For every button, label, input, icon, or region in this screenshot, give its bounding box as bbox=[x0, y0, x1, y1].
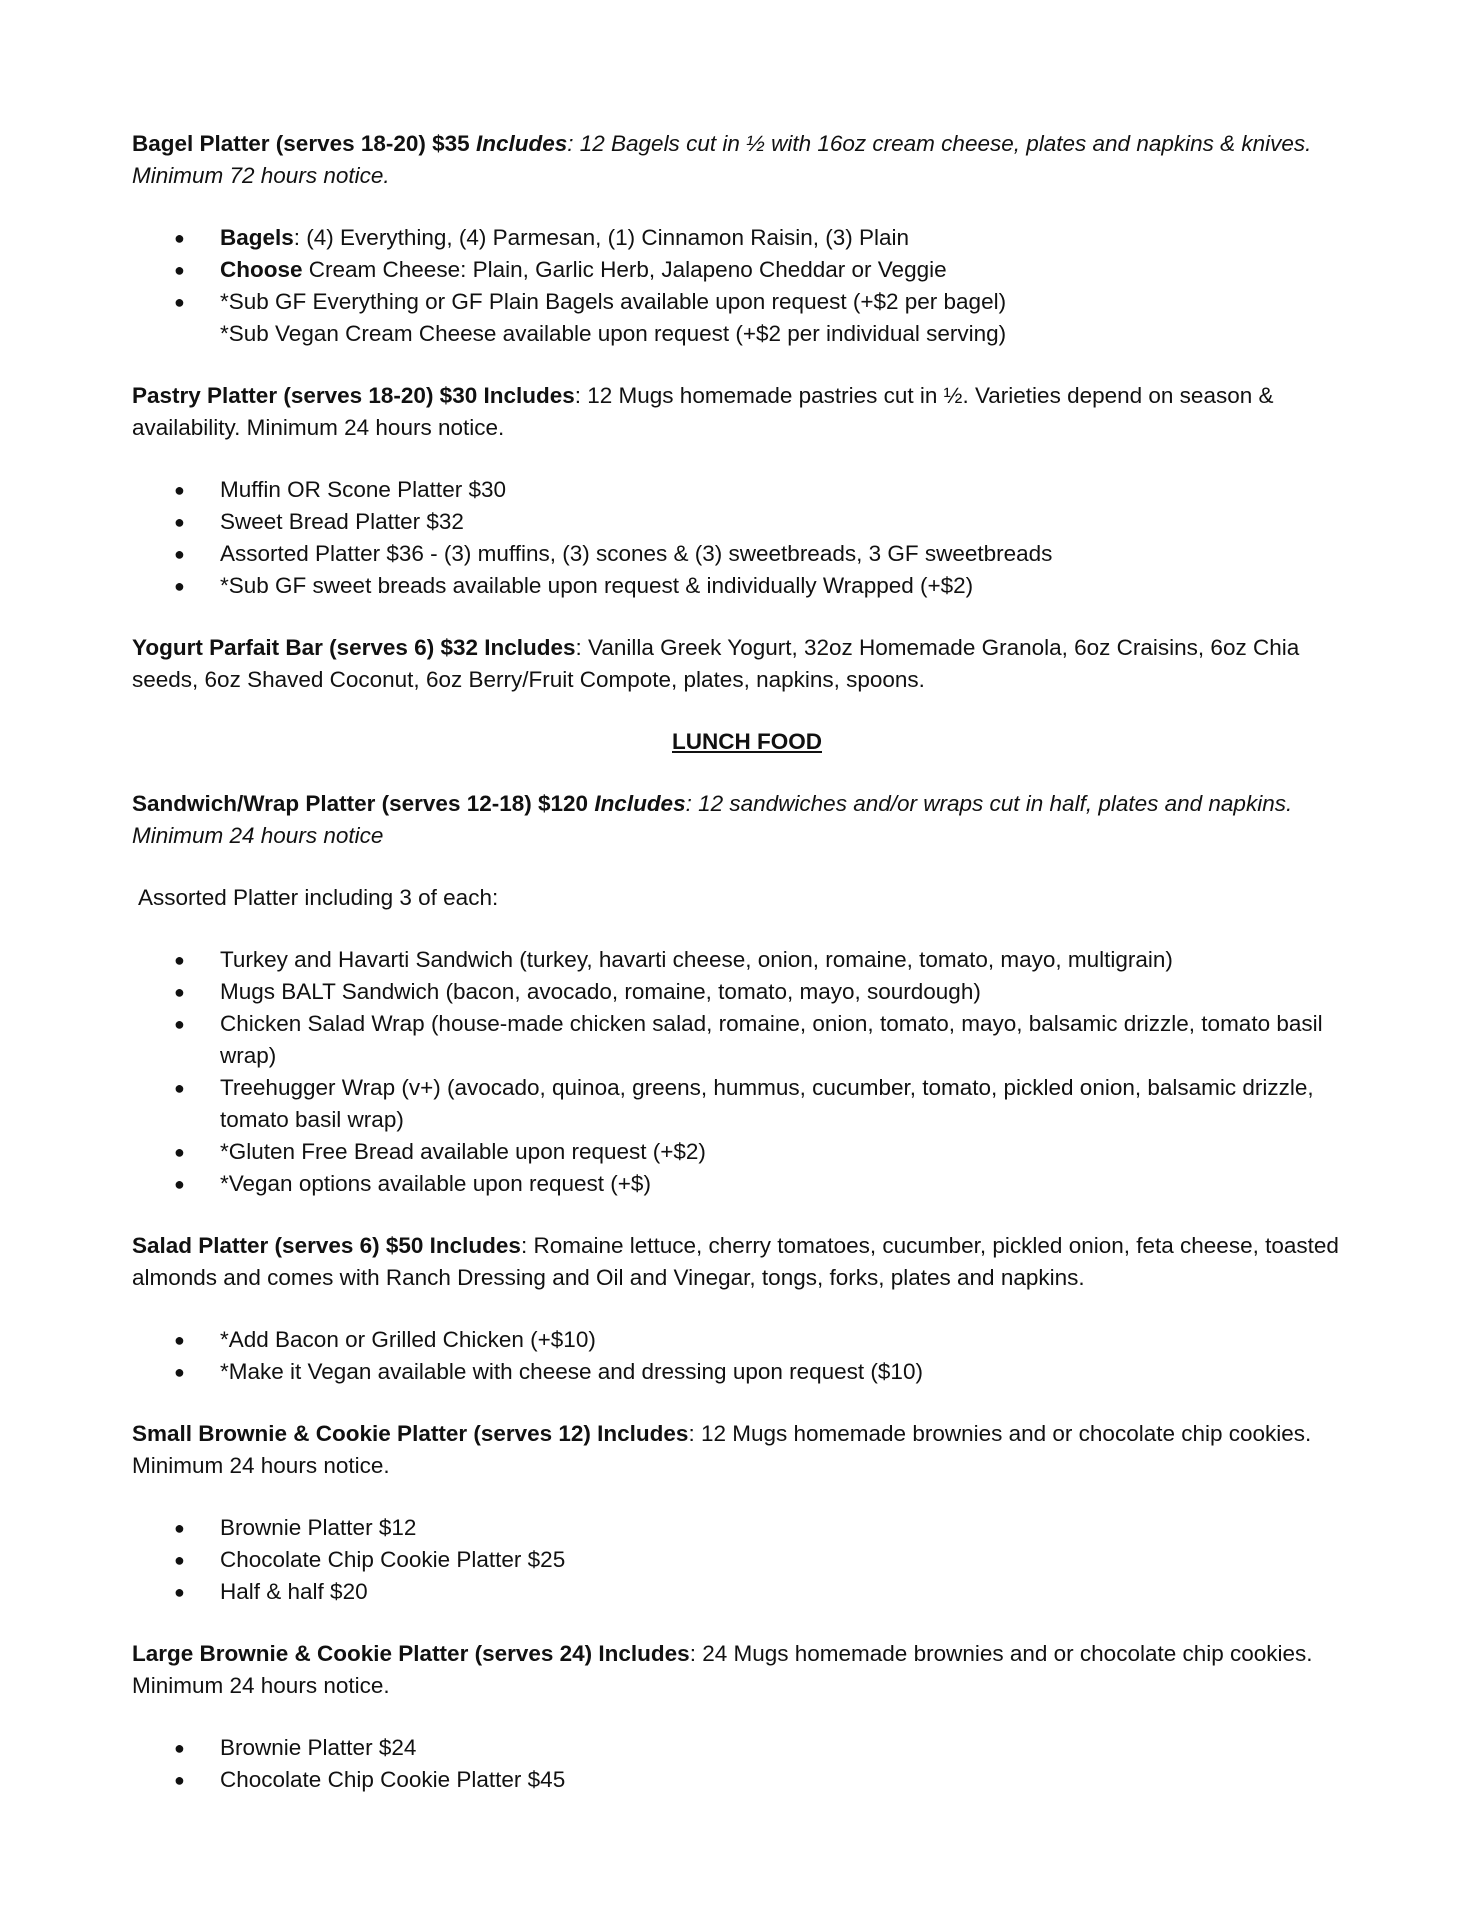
list-item: ● Brownie Platter $24 bbox=[132, 1732, 1362, 1764]
bullet-icon: ● bbox=[174, 260, 185, 280]
pastry-list bbox=[132, 474, 1362, 602]
bullet-icon: ● bbox=[174, 292, 185, 312]
list-item: ● *Add Bacon or Grilled Chicken (+$10) bbox=[132, 1324, 1362, 1356]
yogurt-parfait-desc: : Vanilla Greek Yogurt, 32oz Homemade Granola, 6oz Craisins, 6oz Chia seeds, 6oz Shaved Coconut, 6oz Berry/Fruit Compote, plates, napkins, spoons. bbox=[132, 635, 1300, 692]
sandwich-platter-paragraph bbox=[132, 788, 1362, 852]
sandwich-includes-label: Includes bbox=[594, 791, 686, 816]
list-item: ● *Gluten Free Bread available upon request (+$2) bbox=[132, 1136, 1362, 1168]
salad-platter-desc: : Romaine lettuce, cherry tomatoes, cucumber, pickled onion, feta cheese, toasted almonds and comes with Ranch Dressing and Oil and Vinegar, tongs, forks, plates and napkins. bbox=[132, 1233, 1339, 1290]
sandwich-list bbox=[132, 944, 1362, 1200]
list-item: ● Brownie Platter $12 bbox=[132, 1512, 1362, 1544]
bullet-icon: ● bbox=[174, 1014, 185, 1034]
bagel-platter-desc: : 12 Bagels cut in ½ with 16oz cream cheese, plates and napkins & knives. Minimum 72 hours notice. bbox=[132, 131, 1312, 188]
list-item: ● Chicken Salad Wrap (house-made chicken salad, romaine, onion, tomato, mayo, balsamic drizzle, tomato basil wrap) bbox=[132, 1008, 1362, 1072]
bullet-icon: ● bbox=[174, 1582, 185, 1602]
list-item: ● Treehugger Wrap (v+) (avocado, quinoa, greens, hummus, cucumber, tomato, pickled onion, balsamic drizzle, tomato basil wrap) bbox=[132, 1072, 1362, 1136]
bagel-platter-paragraph bbox=[132, 128, 1362, 192]
bullet-icon: ● bbox=[174, 544, 185, 564]
bullet-icon: ● bbox=[174, 512, 185, 532]
bullet-icon: ● bbox=[174, 228, 185, 248]
list-item: ● Turkey and Havarti Sandwich (turkey, havarti cheese, onion, romaine, tomato, mayo, multigrain) bbox=[132, 944, 1362, 976]
large-brownie-desc: : 24 Mugs homemade brownies and or chocolate chip cookies. Minimum 24 hours notice. bbox=[132, 1641, 1313, 1698]
bullet-icon: ● bbox=[174, 1174, 185, 1194]
small-brownie-list bbox=[132, 1512, 1362, 1608]
menu-document bbox=[132, 128, 1362, 1826]
list-item: ● Bagels: (4) Everything, (4) Parmesan, (1) Cinnamon Raisin, (3) Plain bbox=[132, 222, 1362, 254]
bullet-icon: ● bbox=[174, 1518, 185, 1538]
bullet-icon: ● bbox=[174, 480, 185, 500]
sandwich-platter-desc: : 12 sandwiches and/or wraps cut in half, plates and napkins. Minimum 24 hours notice bbox=[132, 791, 1293, 848]
bagel-platter-title: Bagel Platter (serves 18-20) $35 bbox=[132, 131, 476, 156]
bullet-icon: ● bbox=[174, 1770, 185, 1790]
bullet-icon: ● bbox=[174, 576, 185, 596]
yogurt-parfait-paragraph bbox=[132, 632, 1362, 696]
bullet-icon: ● bbox=[174, 1550, 185, 1570]
bullet-icon: ● bbox=[174, 1330, 185, 1350]
pastry-platter-paragraph bbox=[132, 380, 1362, 444]
list-item: ● Muffin OR Scone Platter $30 bbox=[132, 474, 1362, 506]
list-item: ● Chocolate Chip Cookie Platter $25 bbox=[132, 1544, 1362, 1576]
list-item: ● Choose Cream Cheese: Plain, Garlic Herb, Jalapeno Cheddar or Veggie bbox=[132, 254, 1362, 286]
small-brownie-desc: : 12 Mugs homemade brownies and or chocolate chip cookies. Minimum 24 hours notice. bbox=[132, 1421, 1312, 1478]
lunch-food-heading: LUNCH FOOD bbox=[672, 729, 822, 754]
pastry-platter-desc: : 12 Mugs homemade pastries cut in ½. Varieties depend on season & availability. Minimum 24 hours notice. bbox=[132, 383, 1274, 440]
small-brownie-paragraph bbox=[132, 1418, 1362, 1482]
large-brownie-list bbox=[132, 1732, 1362, 1796]
list-item: ● Half & half $20 bbox=[132, 1576, 1362, 1608]
list-item: ● Sweet Bread Platter $32 bbox=[132, 506, 1362, 538]
bullet-icon: ● bbox=[174, 1078, 185, 1098]
bullet-icon: ● bbox=[174, 1362, 185, 1382]
list-item: ● *Sub GF sweet breads available upon request & individually Wrapped (+$2) bbox=[132, 570, 1362, 602]
bagel-vegan-note: *Sub Vegan Cream Cheese available upon request (+$2 per individual serving) bbox=[220, 321, 1007, 346]
yogurt-parfait-title: Yogurt Parfait Bar (serves 6) $32 Includes bbox=[132, 635, 576, 660]
bagel-includes-label: Includes bbox=[475, 131, 568, 156]
large-brownie-title: Large Brownie & Cookie Platter (serves 24) Includes bbox=[132, 1641, 690, 1666]
bullet-icon: ● bbox=[174, 950, 185, 970]
salad-platter-title: Salad Platter (serves 6) $50 Includes bbox=[132, 1233, 521, 1258]
list-item: ● *Make it Vegan available with cheese and dressing upon request ($10) bbox=[132, 1356, 1362, 1388]
list-item: ● Assorted Platter $36 - (3) muffins, (3) scones & (3) sweetbreads, 3 GF sweetbreads bbox=[132, 538, 1362, 570]
bullet-icon: ● bbox=[174, 1142, 185, 1162]
salad-platter-paragraph bbox=[132, 1230, 1362, 1294]
large-brownie-paragraph bbox=[132, 1638, 1362, 1702]
bullet-icon: ● bbox=[174, 982, 185, 1002]
list-item: ● Chocolate Chip Cookie Platter $45 bbox=[132, 1764, 1362, 1796]
sandwich-intro: Assorted Platter including 3 of each: bbox=[138, 885, 499, 910]
bagel-list bbox=[132, 222, 1362, 318]
bullet-icon: ● bbox=[174, 1738, 185, 1758]
pastry-platter-title: Pastry Platter (serves 18-20) $30 Includes bbox=[132, 383, 575, 408]
sandwich-platter-title: Sandwich/Wrap Platter (serves 12-18) $120 bbox=[132, 791, 595, 816]
list-item: ● *Sub GF Everything or GF Plain Bagels available upon request (+$2 per bagel) bbox=[132, 286, 1362, 318]
list-item: ● *Vegan options available upon request (+$) bbox=[132, 1168, 1362, 1200]
list-item: ● Mugs BALT Sandwich (bacon, avocado, romaine, tomato, mayo, sourdough) bbox=[132, 976, 1362, 1008]
salad-list bbox=[132, 1324, 1362, 1388]
small-brownie-title: Small Brownie & Cookie Platter (serves 12) Includes bbox=[132, 1421, 689, 1446]
